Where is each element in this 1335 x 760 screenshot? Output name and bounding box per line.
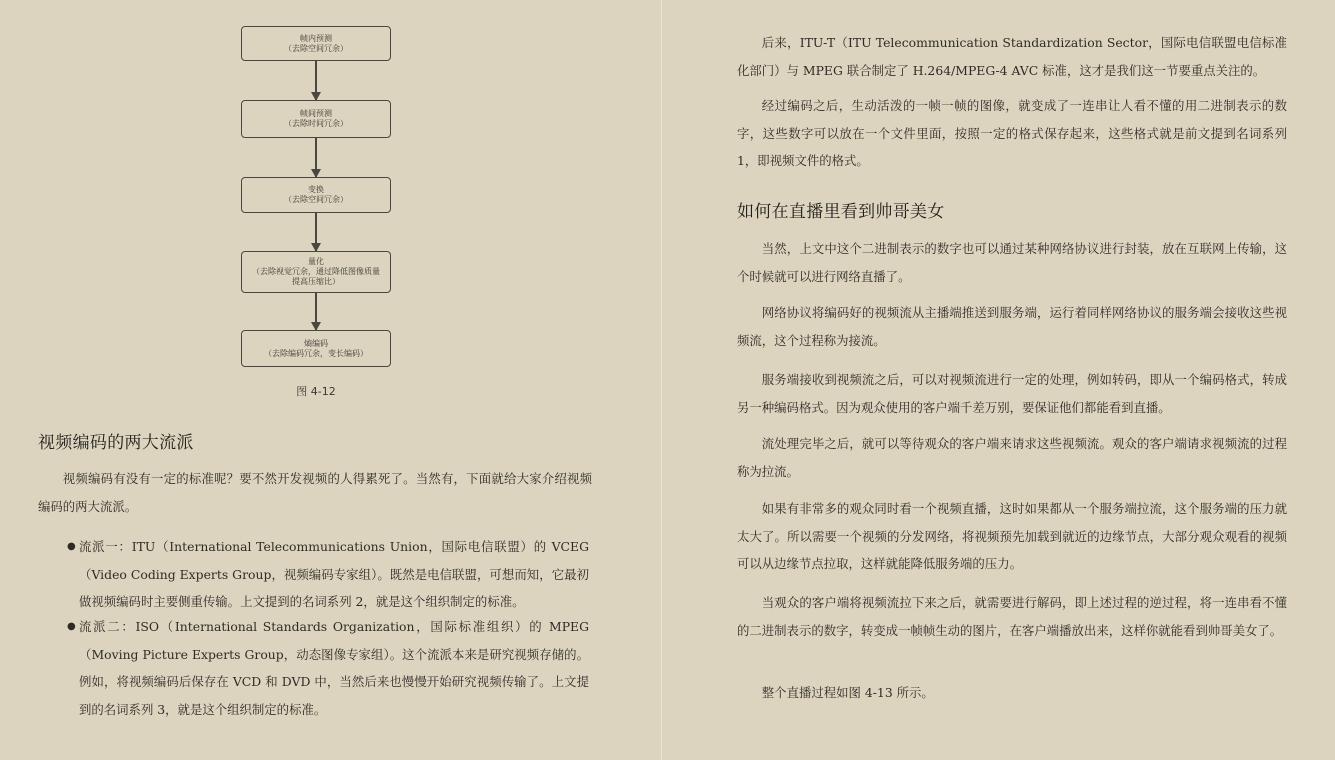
paragraph-cdn: 如果有非常多的观众同时看一个视频直播，这时如果都从一个服务端拉流，这个服务端的压力就太大了。所以需要一个视频的分发网络，将视频预先加载到就近的边缘节点，大部分观众观看的视频可以从边缘节点拉取，这样就能降低服务端的压力。 — [737, 501, 1287, 571]
paragraph-h264: 后来，ITU-T（ITU Telecommunication Standardization Sector，国际电信联盟电信标准化部门）与 MPEG 联合制定了 H.264/MPEG-4 AVC 标准，这才是我们这一节要重点关注的。 — [737, 35, 1287, 78]
bullet-item-iso — [67, 613, 589, 723]
paragraph-network-packaging: 当然，上文中这个二进制表示的数字也可以通过某种网络协议进行封装，放在互联网上传输，这个时候就可以进行网络直播了。 — [737, 241, 1287, 284]
paragraph-decode: 当观众的客户端将视频流拉下来之后，就需要进行解码，即上述过程的逆过程，将一连串看不懂的二进制表示的数字，转变成一帧帧生动的图片，在客户端播放出来，这样你就能看到帅哥美女了。 — [737, 595, 1287, 638]
paragraph-encoded-format: 经过编码之后，生动活泼的一帧一帧的图像，就变成了一连串让人看不懂的用二进制表示的数字，这些数字可以放在一个文件里面，按照一定的格式保存起来，这些格式就是前文提到名词系列 1，即视频文件的格式。 — [737, 98, 1287, 168]
paragraph-figure-reference: 整个直播过程如图 4-13 所示。 — [761, 685, 934, 700]
bullet-text: 流派一：ITU（International Telecommunications Union，国际电信联盟）的 VCEG（Video Coding Experts Group，视频编码专家组）。既然是电信联盟，可想而知，它最初做视频编码时主要侧重传输。上文提到的名词系列 2，就是这个组织制定的标准。 — [79, 539, 589, 609]
section-heading-encoding-schools: 视频编码的两大流派 — [38, 433, 194, 453]
step-title: 变换 — [308, 185, 324, 194]
step-subtitle: （去除时间冗余） — [284, 119, 348, 128]
flow-arrow-icon — [315, 293, 317, 330]
bullet-item-itu — [67, 533, 589, 616]
flow-arrow-icon — [315, 138, 317, 177]
flowchart-step-quantization — [241, 251, 391, 293]
section-heading-live-streaming: 如何在直播里看到帅哥美女 — [737, 202, 945, 222]
paragraph-ingest: 网络协议将编码好的视频流从主播端推送到服务端，运行着同样网络协议的服务端会接收这些视频流，这个过程称为接流。 — [737, 305, 1287, 348]
step-title: 帧内预测 — [300, 33, 332, 43]
step-title: 帧间预测 — [300, 109, 332, 118]
step-title: 熵编码 — [304, 338, 328, 348]
step-subtitle-line2: 提高压缩比） — [292, 277, 340, 286]
bullet-text: 流派二：ISO（International Standards Organization，国际标准组织）的 MPEG（Moving Picture Experts Group，动态图像专家组）。这个流派本来是研究视频存储的。例如，将视频编码后保存在 VCD 和 DVD 中，当然后来也慢慢开始研究视频传输了。上文提到的名词系列 3，就是这个组织制定的标准。 — [79, 619, 589, 717]
figure-caption: 图 4-12 — [296, 385, 336, 398]
flow-arrow-icon — [315, 61, 317, 100]
flowchart-step-inter-prediction — [241, 100, 391, 138]
flowchart-step-entropy-coding — [241, 330, 391, 367]
step-subtitle: （去除编码冗余，变长编码） — [264, 348, 368, 358]
intro-paragraph: 视频编码有没有一定的标准呢？要不然开发视频的人得累死了。当然有，下面就给大家介绍视频编码的两大流派。 — [38, 471, 592, 514]
step-subtitle: （去除空间冗余） — [284, 195, 348, 204]
flowchart-step-intra-prediction — [241, 26, 391, 61]
flowchart-step-transform — [241, 177, 391, 213]
paragraph-transcoding: 服务端接收到视频流之后，可以对视频流进行一定的处理，例如转码，即从一个编码格式，转成另一种编码格式。因为观众使用的客户端千差万别，要保证他们都能看到直播。 — [737, 372, 1287, 415]
step-subtitle: （去除空间冗余） — [284, 43, 348, 53]
bullet-dot-icon: ● — [67, 621, 76, 632]
step-subtitle: （去除视觉冗余，通过降低图像质量 — [252, 267, 380, 276]
flow-arrow-icon — [315, 213, 317, 251]
step-title: 量化 — [308, 257, 324, 266]
paragraph-pull-stream: 流处理完毕之后，就可以等待观众的客户端来请求这些视频流。观众的客户端请求视频流的过程称为拉流。 — [737, 436, 1287, 479]
bullet-dot-icon: ● — [67, 541, 76, 552]
